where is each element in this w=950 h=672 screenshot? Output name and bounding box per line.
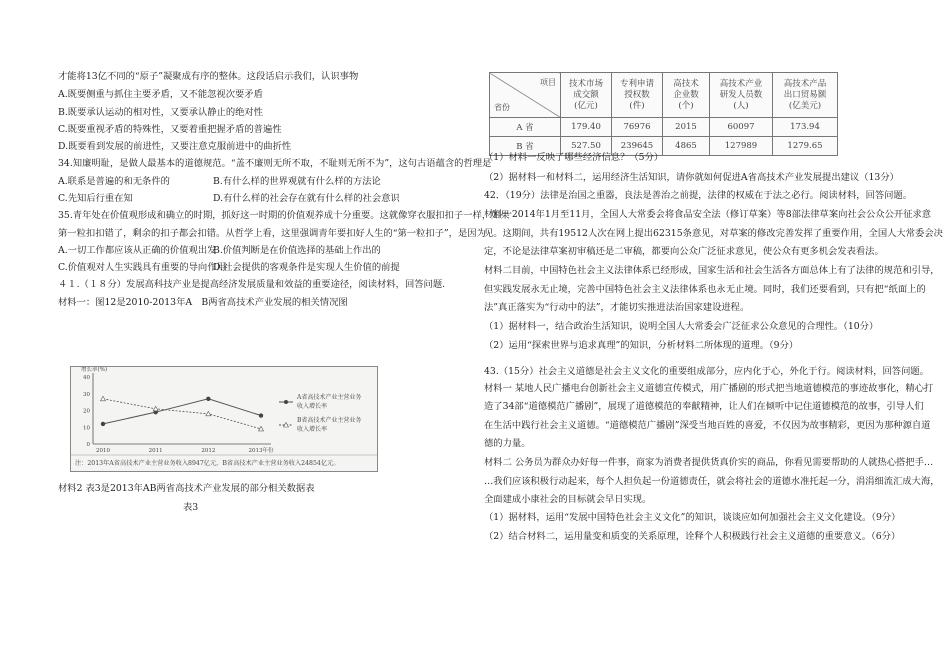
x-tick-label: 2012	[201, 448, 216, 454]
data-table	[489, 72, 838, 156]
series-b-point	[101, 396, 106, 401]
corner-bottom-label: 省份	[494, 103, 510, 112]
x-tick-label: 2013年份	[248, 448, 274, 454]
x-tick-label: 2011	[148, 448, 163, 454]
chart-note: 注：2013年A省高技术产业主营业务收入8947亿元，B省高技术产业主营业务收入24854亿元。	[75, 460, 340, 467]
question-43: 43.（15分）社会主义道德是社会主义文化的重要组成部分，应内化于心，外化于行。阅读材料，回答问题。	[484, 366, 929, 377]
text-line: 但实践发展永无止境，完善中国特色社会主义法律体系也永无止境。同时，我们还要看到，只有把“纸面上的	[484, 284, 926, 295]
cell: 179.40	[561, 118, 612, 137]
text-line: 材料二目前，中国特色社会主义法律体系已经形成，国家生活和社会生活各方面总体上有了法律的规范和引导，	[484, 265, 940, 276]
y-tick-label: 10	[83, 425, 90, 432]
column-header: 专利申请 授权数 (件)	[612, 73, 663, 118]
cell: 127989	[710, 137, 773, 156]
x-tick-label: 2010	[96, 448, 110, 454]
q42-sub2: （2）运用“探索世界与追求真理”的知识，分析材料二所体现的道理。（9分）	[484, 340, 799, 351]
q42-sub1: （1）据材料一，结合政治生活知识，说明全国人大常委会广泛征求公众意见的合理性。（10分）	[484, 321, 879, 332]
q34-option-d: D.有什么样的社会存在就有什么样的社会意识	[213, 193, 400, 204]
q43-sub2: （2）结合材料二，运用量变和质变的关系原理，诠释个人积极践行社会主义道德的重要意义。（6分）	[484, 531, 901, 542]
line-chart	[71, 367, 377, 471]
q34-option-c: C.先知后行重在知	[58, 193, 133, 204]
table-row	[490, 118, 838, 137]
q35-option-b: B.价值判断是在价值选择的基础上作出的	[213, 245, 381, 256]
series-b-point	[153, 406, 158, 411]
text-line: 定，不论是法律草案初审稿还是二审稿，都要向公众广泛征求意见，使公众有更多机会发表看法。	[484, 246, 884, 257]
text-line: 材料一 某地人民广播电台创新社会主义道德宣传模式，用广播剧的形式把当地道德模范的事迹故事化，精心打	[484, 383, 934, 394]
option-c: C.既要重视矛盾的特殊性，又要着重把握矛盾的普遍性	[58, 124, 282, 135]
cell: 76976	[612, 118, 663, 137]
question-34: 34.知廉明耻，是做人最基本的道德规范。“盖不廉则无所不取，不耻则无所不为”，这句古语蕴含的哲理是	[58, 158, 492, 169]
cell: 173.94	[773, 118, 838, 137]
series-a-point	[101, 422, 105, 426]
row-label: B 省	[490, 137, 561, 156]
series-a-point	[259, 413, 263, 417]
option-b: B.既要承认运动的相对性，又要承认静止的绝对性	[58, 107, 264, 118]
legend-a-label-2: 收入增长率	[297, 403, 328, 410]
cell: 527.50	[561, 137, 612, 156]
series-b-point	[206, 411, 211, 416]
series-b-line	[103, 399, 261, 429]
text-line: 法”真正落实为“行动中的法”，才能切实推进法治国家建设进程。	[484, 302, 750, 313]
column-header: 高技术 企业数 (个)	[663, 73, 710, 118]
q35-option-c: C.价值观对人生实践具有重要的导向作用	[58, 262, 226, 273]
cell: 1279.65	[773, 137, 838, 156]
legend-b-label: B省高技术产业主营业务	[297, 417, 362, 424]
line-chart-figure	[70, 366, 378, 472]
legend-b-label-2: 收入增长率	[297, 426, 328, 433]
y-tick-label: 30	[83, 391, 90, 398]
q34-option-a: A.联系是普遍的和无条件的	[58, 176, 170, 187]
cell: 2015	[663, 118, 710, 137]
question-35: 35.青年处在价值观形成和确立的时期，抓好这一时期的价值观养成十分重要。这就像穿衣服扣扣子一样，如果	[58, 210, 510, 221]
option-d: D.既要看到发展的前进性，又要注意克服前进中的曲折性	[58, 141, 292, 152]
series-a-point	[206, 397, 210, 401]
table-corner	[490, 73, 561, 118]
y-tick-label: 40	[83, 375, 90, 381]
text-line: 在生活中践行社会主义道德。“道德模范广播剧”深受当地百姓的喜爱，不仅因为故事精彩，更因为那种源自道	[484, 420, 931, 431]
q41-sub2: （2）据材料一和材料二，运用经济生活知识，请你就如何促进A省高技术产业发展提出建议（13分）	[484, 172, 899, 183]
q35-option-a: A.一切工作都应该从正确的价值观出发	[58, 245, 217, 256]
material-2-label: 材料2 表3是2013年AB两省高技术产业发展的部分相关数据表	[58, 483, 315, 494]
text-line: 材料二 公务员为群众办好每一件事，商家为消费者提供货真价实的商品，你看见需要帮助的人就热心搭把手…	[484, 457, 934, 468]
legend-a-label: A省高技术产业主营业务	[297, 394, 362, 401]
question-42: 42．（19分）法律是治国之重器，良法是善治之前提，法律的权威在于法之必行。阅读材料，回答问题。	[484, 190, 913, 201]
question-41: ４１.（１８分）发展高科技产业是提高经济发展质量和效益的重要途径，阅读材料，回答问题.	[58, 279, 446, 290]
option-a: A.既要侧重与抓住主要矛盾，又不能忽视次要矛盾	[58, 89, 263, 100]
text-line: 全面建成小康社会的目标就会早日实现。	[484, 494, 652, 505]
corner-top-label: 项目	[540, 78, 556, 87]
y-tick-label: 20	[83, 408, 90, 415]
column-header: 技术市场 成交额 (亿元)	[561, 73, 612, 118]
table-caption: 表3	[183, 502, 199, 513]
q34-option-b: B.有什么样的世界观就有什么样的方法论	[213, 176, 381, 187]
cell: 60097	[710, 118, 773, 137]
q41-sub1: （1）材料一反映了哪些经济信息？（5分）	[484, 152, 664, 163]
text-line: …我们应该积极行动起来，每个人担负起一份道德责任，就会将社会的道德水准托起一分，涓涓细流汇成大海，	[484, 476, 940, 487]
series-b-point	[259, 426, 264, 431]
q35-option-d: D.社会提供的客观条件是实现人生价值的前提	[213, 262, 400, 273]
y-axis-label: 增长率(%)	[81, 367, 108, 373]
cell: 239645	[612, 137, 663, 156]
material-1-label: 材料一：图12是2010-2013年A B两省高技术产业发展的相关情况图	[58, 297, 348, 308]
text-line: 见。这期间，共有19512人次在网上提出62315条意见，对草案的修改完善发挥了重要作用，全国人大常委会决	[484, 228, 943, 239]
question-35-cont: 第一粒扣扣错了，剩余的扣子都会扣错。从哲学上看，这里强调青年要扣好人生的“第一粒扣子”，是因为	[58, 228, 486, 239]
y-tick-label: 0	[86, 442, 90, 448]
cell: 4865	[663, 137, 710, 156]
column-header: 高技术产品 出口贸易额 (亿美元)	[773, 73, 838, 118]
text-line: 才能将13亿不同的“原子”凝聚成有序的整体。这段话启示我们，认识事物	[58, 71, 359, 82]
legend-a-marker	[284, 400, 288, 404]
text-line: 造了34部“道德模范广播剧”，展现了道德模范的奉献精神，让人们在倾听中记住道德模范的故事，引导人们	[484, 401, 924, 412]
text-line: 德的力量。	[484, 438, 531, 449]
text-line: 材料一2014年1月至11月，全国人大常委会将食品安全法（修订草案）等8部法律草案向社会公众公开征求意	[484, 209, 932, 220]
row-label: A 省	[490, 118, 561, 137]
series-a-line	[103, 399, 261, 424]
column-header: 高技术产业 研发人员数 (人)	[710, 73, 773, 118]
q43-sub1: （1）据材料，运用“发展中国特色社会主义文化”的知识，谈谈应如何加强社会主义文化建设。（9分）	[484, 512, 901, 523]
